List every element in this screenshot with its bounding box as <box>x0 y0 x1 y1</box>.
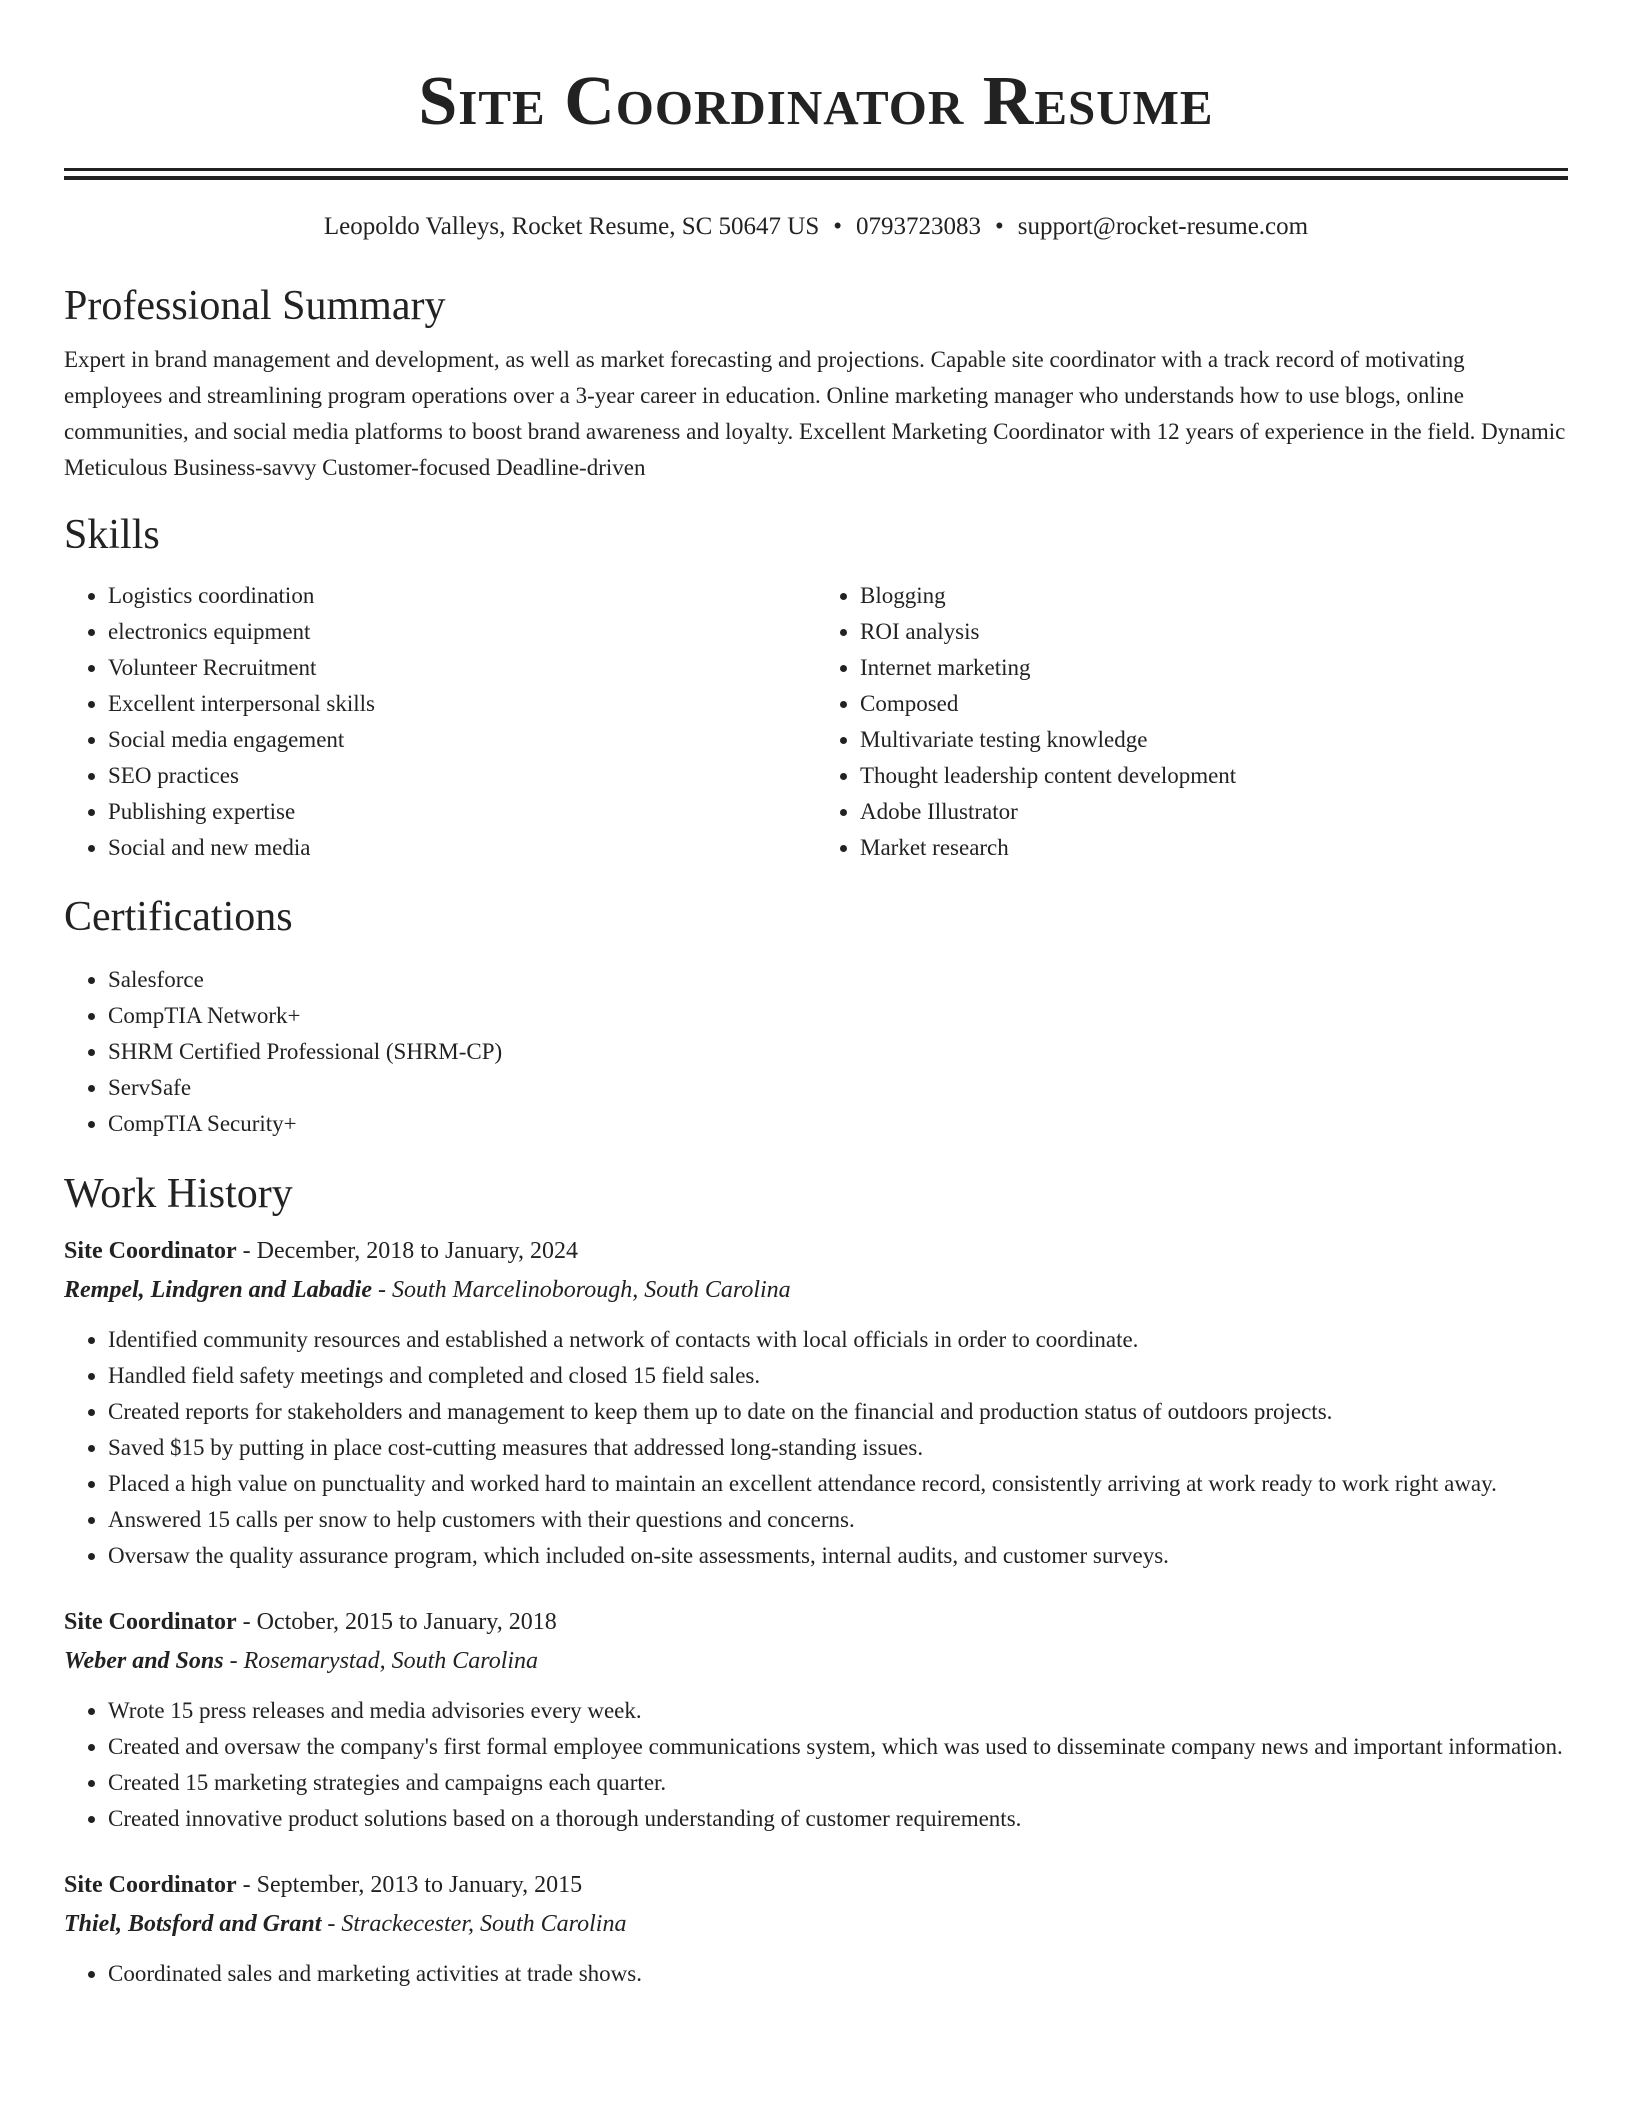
contact-separator: • <box>995 213 1004 240</box>
job-bullet: • Created reports for stakeholders and management to keep them up to date on the financial and production status of outdoors projects. <box>108 1394 1568 1430</box>
certification-item: • SHRM Certified Professional (SHRM-CP) <box>108 1034 1568 1070</box>
resume-title: Site Coordinator Resume <box>418 63 1214 140</box>
resume-page <box>64 0 1568 1992</box>
skill-item: • electronics equipment <box>108 614 816 650</box>
job-entry <box>64 1865 1568 1992</box>
summary-text: Expert in brand management and development, as well as market forecasting and projections. Capable site coordinator with a track record of motivating employees and streamlining program operations over a 3-year career in education. Online marketing manager who understands how to use blogs, online communities, and social media platforms to boost brand awareness and loyalty. Excellent Marketing Coordinator with 12 years of experience in the field. Dynamic Meticulous Business-savvy Customer-focused Deadline-driven <box>64 347 1566 480</box>
skill-item: • Excellent interpersonal skills <box>108 686 816 722</box>
job-header <box>64 1602 1568 1642</box>
job-role: Site Coordinator <box>64 1609 237 1635</box>
skills-list-left <box>64 578 816 866</box>
skill-item: • Adobe Illustrator <box>860 794 1568 830</box>
job-bullet: • Identified community resources and established a network of contacts with local officials in order to coordinate. <box>108 1322 1568 1358</box>
job-header <box>64 1865 1568 1905</box>
certification-item: • CompTIA Security+ <box>108 1106 1568 1142</box>
skills-columns <box>64 578 1568 866</box>
job-bullet: • Coordinated sales and marketing activities at trade shows. <box>108 1956 1568 1992</box>
contact-phone: 0793723083 <box>856 213 982 240</box>
skill-item: • Social media engagement <box>108 722 816 758</box>
job-bullet: • Wrote 15 press releases and media advisories every week. <box>108 1693 1568 1729</box>
skill-item: • Publishing expertise <box>108 794 816 830</box>
certification-item: • ServSafe <box>108 1070 1568 1106</box>
skill-item: • Internet marketing <box>860 650 1568 686</box>
skill-item: • Multivariate testing knowledge <box>860 722 1568 758</box>
job-entry <box>64 1231 1568 1574</box>
job-bullet: • Created innovative product solutions based on a thorough understanding of customer requirements. <box>108 1801 1568 1837</box>
certification-item: • Salesforce <box>108 962 1568 998</box>
certifications-heading: Certifications <box>64 894 293 940</box>
certification-item: • CompTIA Network+ <box>108 998 1568 1034</box>
job-entry <box>64 1602 1568 1837</box>
work-history-section <box>64 1169 1568 1992</box>
skills-heading: Skills <box>64 512 160 558</box>
certifications-section <box>64 892 1568 1142</box>
job-location: - Strackecester, South Carolina <box>321 1911 627 1937</box>
job-dates: - October, 2015 to January, 2018 <box>236 1609 557 1635</box>
job-company: Weber and Sons <box>64 1648 224 1674</box>
skill-item: • SEO practices <box>108 758 816 794</box>
skill-item: • Thought leadership content development <box>860 758 1568 794</box>
job-company-line <box>64 1905 1568 1943</box>
job-location: - Rosemarystad, South Carolina <box>223 1648 539 1674</box>
contact-email[interactable]: support@rocket-resume.com <box>1017 213 1309 240</box>
summary-section <box>64 281 1568 486</box>
contact-address: Leopoldo Valleys, Rocket Resume, SC 50647 US <box>323 213 820 240</box>
skills-section <box>64 510 1568 866</box>
skill-item: • Composed <box>860 686 1568 722</box>
job-role: Site Coordinator <box>64 1238 237 1264</box>
skill-item: • ROI analysis <box>860 614 1568 650</box>
certifications-list <box>64 962 1568 1142</box>
skills-list-right <box>816 578 1568 866</box>
job-bullet: • Placed a high value on punctuality and worked hard to maintain an excellent attendance record, consistently arriving at work ready to work right away. <box>108 1466 1568 1502</box>
job-bullets <box>64 1693 1568 1837</box>
job-bullet: • Handled field safety meetings and completed and closed 15 field sales. <box>108 1358 1568 1394</box>
job-bullet: • Created 15 marketing strategies and campaigns each quarter. <box>108 1765 1568 1801</box>
job-company: Rempel, Lindgren and Labadie <box>64 1277 372 1303</box>
job-bullet: • Created and oversaw the company's first formal employee communications system, which was used to disseminate company news and important information. <box>108 1729 1568 1765</box>
work-history-heading: Work History <box>64 1171 293 1217</box>
job-role: Site Coordinator <box>64 1872 237 1898</box>
skill-item: • Volunteer Recruitment <box>108 650 816 686</box>
job-dates: - September, 2013 to January, 2015 <box>236 1872 583 1898</box>
skill-item: • Logistics coordination <box>108 578 816 614</box>
job-company-line <box>64 1642 1568 1680</box>
job-header <box>64 1231 1568 1271</box>
skill-item: • Market research <box>860 830 1568 866</box>
job-location: - South Marcelinoborough, South Carolina <box>372 1277 791 1303</box>
job-bullet: • Oversaw the quality assurance program, which included on-site assessments, internal audits, and customer surveys. <box>108 1538 1568 1574</box>
job-bullet: • Answered 15 calls per snow to help customers with their questions and concerns. <box>108 1502 1568 1538</box>
contact-line <box>64 212 1568 242</box>
title-double-rule <box>64 168 1568 180</box>
skill-item: • Social and new media <box>108 830 816 866</box>
skill-item: • Blogging <box>860 578 1568 614</box>
job-bullets <box>64 1322 1568 1574</box>
job-bullets <box>64 1956 1568 1992</box>
contact-separator: • <box>833 213 843 240</box>
summary-heading: Professional Summary <box>64 283 446 329</box>
job-company: Thiel, Botsford and Grant <box>64 1911 322 1937</box>
job-dates: - December, 2018 to January, 2024 <box>236 1238 579 1264</box>
job-company-line <box>64 1271 1568 1309</box>
job-bullet: • Saved $15 by putting in place cost-cutting measures that addressed long-standing issues. <box>108 1430 1568 1466</box>
